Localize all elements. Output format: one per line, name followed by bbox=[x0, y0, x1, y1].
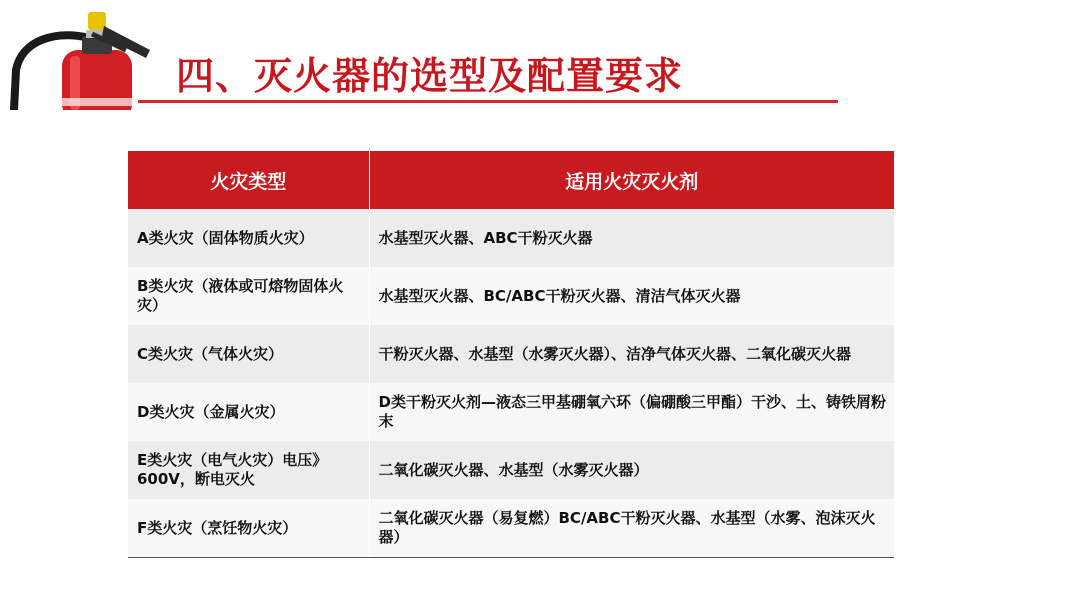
agent-cell: 干粉灭火器、水基型（水雾灭火器）、洁净气体灭火器、二氧化碳灭火器 bbox=[369, 325, 894, 383]
table-header-row bbox=[128, 151, 894, 209]
table-row bbox=[128, 267, 894, 325]
fire-type-cell: F类火灾（烹饪物火灾） bbox=[128, 499, 369, 558]
agent-cell: 水基型灭火器、ABC干粉灭火器 bbox=[369, 209, 894, 267]
agent-cell: D类干粉灭火剂—液态三甲基硼氧六环（偏硼酸三甲酯）干沙、土、铸铁屑粉末 bbox=[369, 383, 894, 441]
fire-type-table bbox=[128, 151, 894, 558]
agent-cell: 水基型灭火器、BC/ABC干粉灭火器、清洁气体灭火器 bbox=[369, 267, 894, 325]
column-header-fire-type: 火灾类型 bbox=[128, 151, 369, 209]
table-row bbox=[128, 325, 894, 383]
column-header-extinguishing-agent: 适用火灾灭火剂 bbox=[369, 151, 894, 209]
fire-type-cell: B类火灾（液体或可熔物固体火灾） bbox=[128, 267, 369, 325]
fire-type-cell: C类火灾（气体火灾） bbox=[128, 325, 369, 383]
table-row bbox=[128, 209, 894, 267]
fire-type-cell: E类火灾（电气火灾）电压》600V，断电灭火 bbox=[128, 441, 369, 499]
table-row bbox=[128, 499, 894, 558]
agent-cell: 二氧化碳灭火器、水基型（水雾灭火器） bbox=[369, 441, 894, 499]
fire-type-cell: D类火灾（金属火灾） bbox=[128, 383, 369, 441]
table-row bbox=[128, 441, 894, 499]
title-underline bbox=[138, 100, 838, 103]
fire-extinguisher-icon bbox=[0, 0, 160, 110]
table-row bbox=[128, 383, 894, 441]
page-title: 四、灭火器的选型及配置要求 bbox=[176, 54, 684, 98]
fire-type-cell: A类火灾（固体物质火灾） bbox=[128, 209, 369, 267]
agent-cell: 二氧化碳灭火器（易复燃）BC/ABC干粉灭火器、水基型（水雾、泡沫灭火器） bbox=[369, 499, 894, 558]
